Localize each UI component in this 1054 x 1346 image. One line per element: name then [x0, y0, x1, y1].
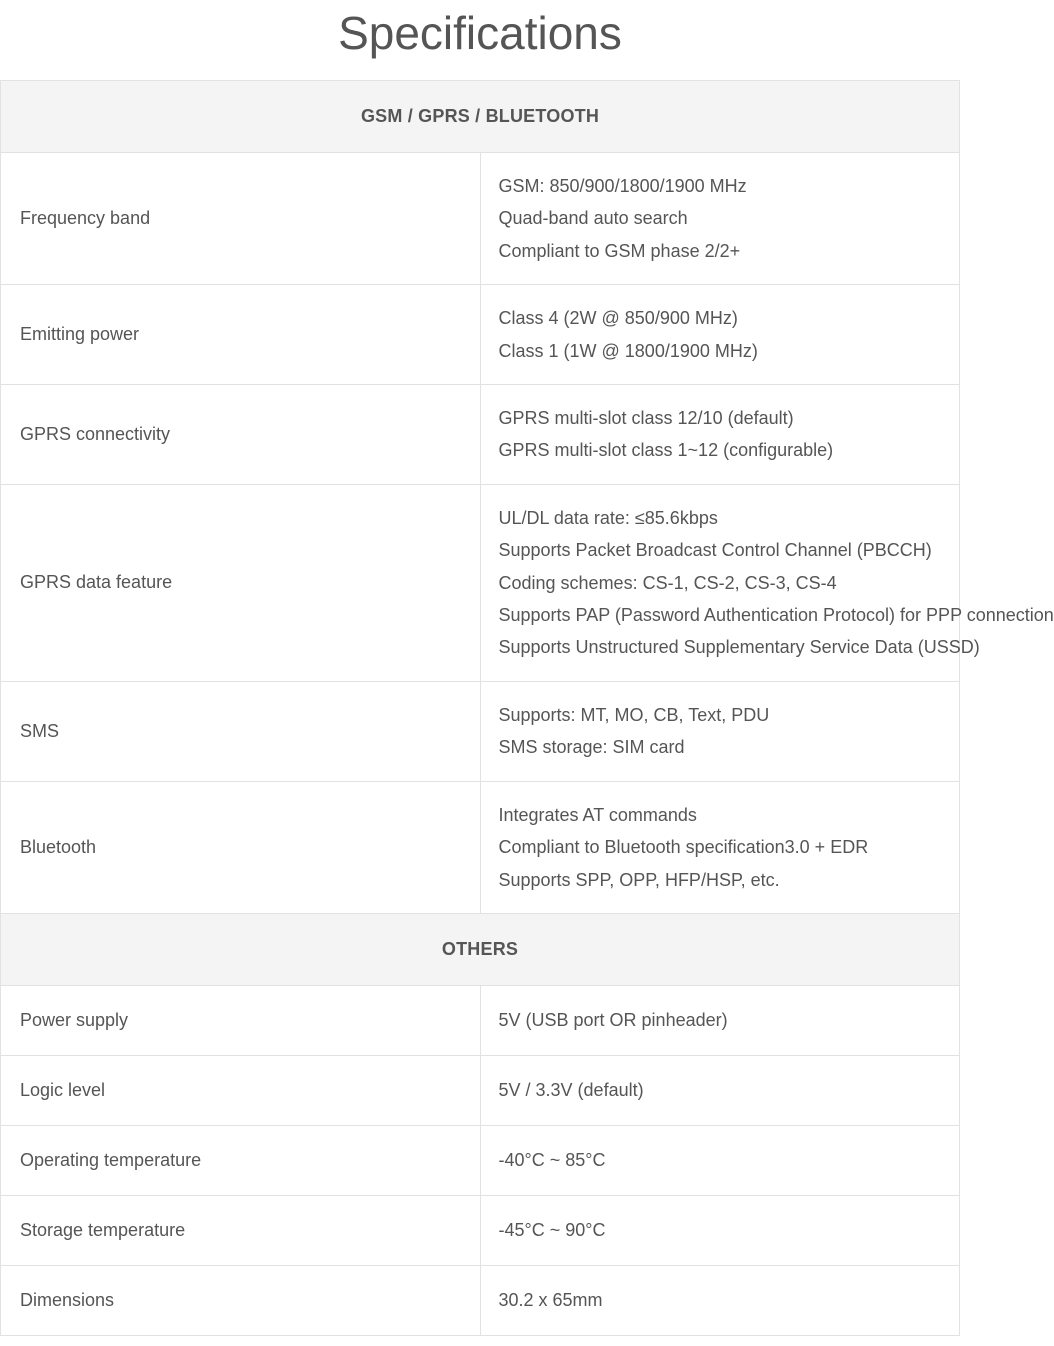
spec-value-line: Supports PAP (Password Authentication Protocol) for PPP connection: [498, 605, 1054, 626]
spec-value: [480, 484, 1054, 681]
spec-label: Frequency band: [1, 153, 481, 285]
spec-row: [1, 681, 960, 781]
spec-value-line: Supports Unstructured Supplementary Service Data (USSD): [498, 637, 980, 658]
spec-label: Bluetooth: [1, 781, 481, 913]
spec-value: [480, 1195, 960, 1265]
spec-value-line: SMS storage: SIM card: [498, 737, 685, 758]
spec-value-line: -45°C ~ 90°C: [498, 1220, 606, 1241]
section-heading: GSM / GPRS / BLUETOOTH: [1, 81, 960, 153]
spec-value-line: Compliant to GSM phase 2/2+: [498, 240, 741, 261]
spec-row: [1, 285, 960, 385]
spec-value: [480, 385, 960, 485]
spec-row: [1, 781, 960, 913]
spec-label: Storage temperature: [1, 1195, 481, 1265]
spec-value: [480, 153, 960, 285]
spec-row: [1, 385, 960, 485]
spec-value-line: 30.2 x 65mm: [498, 1290, 603, 1311]
spec-value-line: -40°C ~ 85°C: [498, 1150, 606, 1171]
spec-value: [480, 1265, 960, 1335]
spec-value-line: Coding schemes: CS-1, CS-2, CS-3, CS-4: [498, 572, 837, 593]
spec-value: [480, 1055, 960, 1125]
spec-row: [1, 1125, 960, 1195]
spec-value-line: Supports: MT, MO, CB, Text, PDU: [498, 704, 770, 725]
spec-value-line: GPRS multi-slot class 1~12 (configurable): [498, 440, 834, 461]
spec-label: GPRS data feature: [1, 484, 481, 681]
spec-value-line: UL/DL data rate: ≤85.6kbps: [498, 507, 718, 528]
spec-value-line: GPRS multi-slot class 12/10 (default): [498, 408, 794, 429]
spec-value: [480, 681, 960, 781]
spec-label: GPRS connectivity: [1, 385, 481, 485]
spec-label: Operating temperature: [1, 1125, 481, 1195]
spec-row: [1, 153, 960, 285]
spec-row: [1, 1195, 960, 1265]
spec-label: Logic level: [1, 1055, 481, 1125]
spec-label: Power supply: [1, 985, 481, 1055]
spec-value: [480, 781, 960, 913]
spec-value-line: GSM: 850/900/1800/1900 MHz: [498, 176, 747, 196]
spec-value: [480, 985, 960, 1055]
spec-label: SMS: [1, 681, 481, 781]
spec-value-line: Supports Packet Broadcast Control Channel (PBCCH): [498, 540, 932, 561]
spec-value-line: 5V (USB port OR pinheader): [498, 1010, 728, 1031]
spec-value-line: Supports SPP, OPP, HFP/HSP, etc.: [498, 869, 780, 890]
spec-row: [1, 484, 960, 681]
spec-value-line: Class 4 (2W @ 850/900 MHz): [498, 308, 738, 329]
spec-row: [1, 1055, 960, 1125]
section-header-row: [1, 81, 960, 153]
spec-row: [1, 985, 960, 1055]
spec-label: Dimensions: [1, 1265, 481, 1335]
spec-value: [480, 285, 960, 385]
specifications-table-body: [1, 81, 1054, 1336]
spec-value-line: 5V / 3.3V (default): [498, 1080, 644, 1101]
spec-value: [480, 1125, 960, 1195]
spec-value-line: Integrates AT commands: [498, 804, 697, 825]
spec-value-line: Compliant to Bluetooth specification3.0 + EDR: [498, 837, 869, 858]
spec-value-line: Quad-band auto search: [498, 208, 688, 229]
spec-row: [1, 1265, 960, 1335]
spec-label: Emitting power: [1, 285, 481, 385]
page-title: Specifications: [338, 7, 622, 59]
spec-value-line: Class 1 (1W @ 1800/1900 MHz): [498, 340, 758, 361]
section-heading: OTHERS: [1, 913, 960, 985]
section-header-row: [1, 913, 960, 985]
specifications-table: [0, 80, 1054, 1336]
